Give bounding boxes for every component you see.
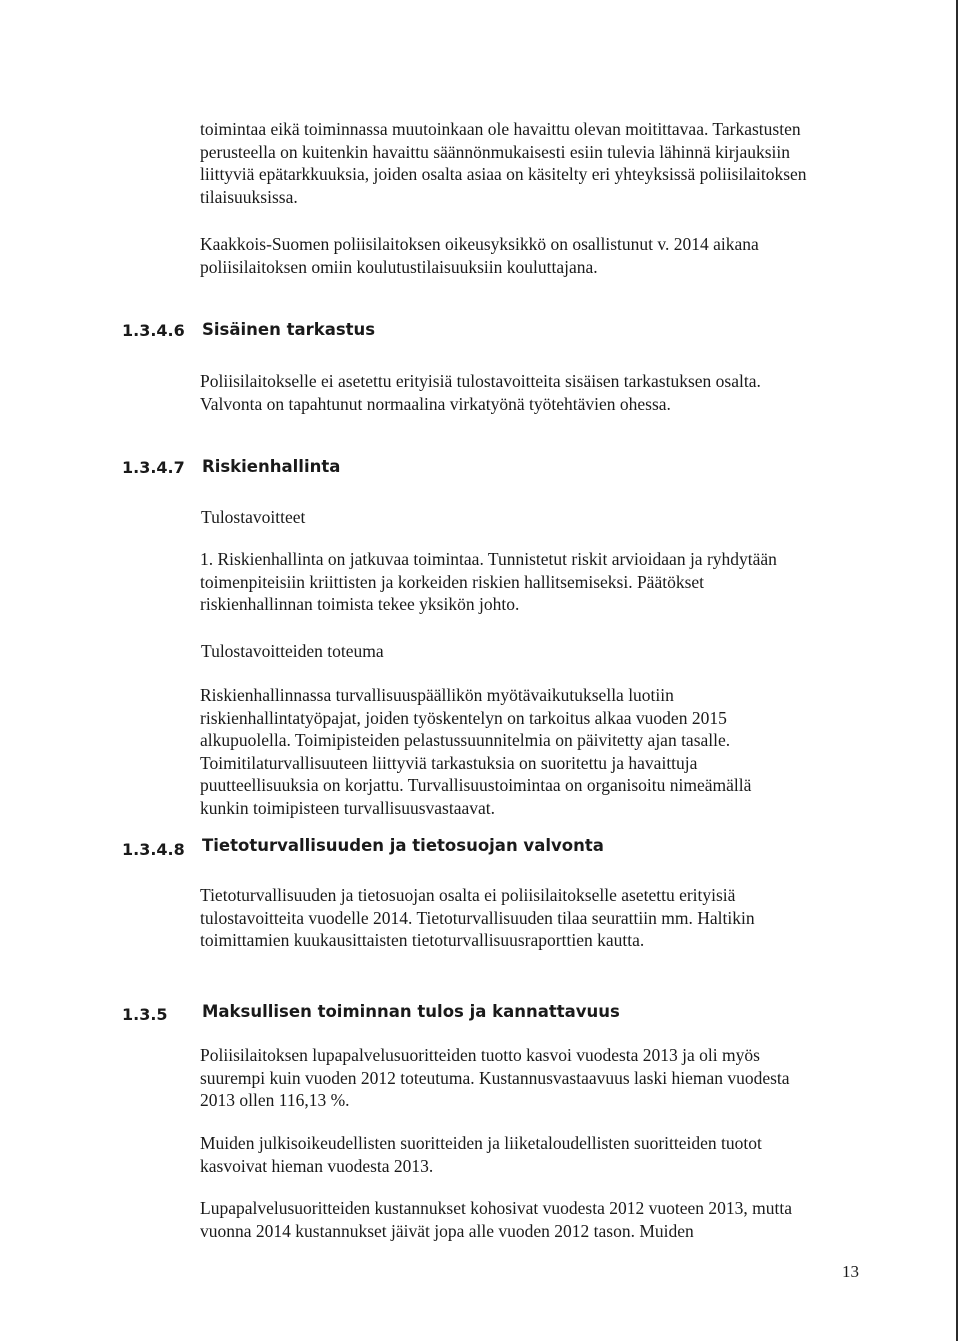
text-line: vuonna 2014 kustannukset jäivät jopa alle vuoden 2012 tason. Muiden [200,1220,694,1241]
maksullinen-paragraph-1 [200,1044,890,1112]
riskienhallinta-goals-paragraph [200,548,890,616]
text-line: riskienhallinnan toimista tekee yksikön johto. [200,594,520,614]
text-line: liittyviä epätarkkuuksia, joiden osalta asiaa on käsitelty eri yhteyksissä poliisilaitoksen [200,164,807,184]
subheading-tulostavoitteiden-toteuma: Tulostavoitteiden toteuma [201,641,384,661]
subheading-tulostavoitteet: Tulostavoitteet [201,507,306,527]
text-line: riskienhallintatyöpajat, joiden työskentelyn on tarkoitus alkaa vuoden 2015 [200,707,727,728]
riskienhallinta-results-paragraph [200,684,890,819]
page-number: 13 [842,1262,859,1281]
section-title-tietoturvallisuus: Tietoturvallisuuden ja tietosuojan valvonta [202,836,604,855]
text-line: Toimitilaturvallisuuteen liittyviä tarkastuksia on suoritettu ja havaittuja [200,752,698,773]
text-line: kasvoivat hieman vuodesta 2013. [200,1155,434,1176]
text-line: kunkin toimipisteen turvallisuusvastaavat. [200,797,496,818]
text-line: Riskienhallinnassa turvallisuuspäällikön myötävaikutuksella luotiin [200,685,674,705]
section-title-riskienhallinta: Riskienhallinta [202,457,341,476]
maksullinen-paragraph-2 [200,1132,890,1177]
kaakkois-paragraph [200,233,890,278]
text-line: 2013 ollen 116,13 %. [200,1090,350,1110]
text-line: Tietoturvallisuuden ja tietosuojan osalta ei poliisilaitokselle asetettu erityisiä [200,885,736,905]
text-line: suurempi kuin vuoden 2012 toteutuma. Kustannusvastaavuus laski hieman vuodesta [200,1067,790,1088]
scan-edge-line [956,0,958,1341]
section-number-1348: 1.3.4.8 [122,840,185,859]
text-line: alkupuolella. Toimipisteiden pelastussuunnitelmia on päivitetty ajan tasalle. [200,730,731,750]
maksullinen-paragraph-3 [200,1197,890,1242]
text-line: 1. Riskienhallinta on jatkuvaa toimintaa. Tunnistetut riskit arvioidaan ja ryhdytään [200,549,777,569]
text-line: tulostavoitteita vuodelle 2014. Tietoturvallisuuden tilaa seurattiin mm. Haltikin [200,907,755,928]
text-line: poliisilaitoksen omiin koulutustilaisuuksiin kouluttajana. [200,256,598,277]
section-number-135: 1.3.5 [122,1005,168,1024]
text-line: puutteellisuuksia on korjattu. Turvallisuustoimintaa on organisoitu nimeämällä [200,775,752,795]
text-line: Lupapalvelusuoritteiden kustannukset kohosivat vuodesta 2012 vuoteen 2013, mutta [200,1198,792,1218]
section-title-maksullinen-toiminta: Maksullisen toiminnan tulos ja kannattavuus [202,1002,620,1021]
intro-paragraph [200,118,890,208]
text-line: perusteella on kuitenkin havaittu säännönmukaisesti esiin tulevia lähinnä kirjauksiin [200,141,791,162]
text-line: Poliisilaitoksen lupapalvelusuoritteiden tuotto kasvoi vuodesta 2013 ja oli myös [200,1045,760,1065]
text-line: Valvonta on tapahtunut normaalina virkatyönä työtehtävien ohessa. [200,393,671,414]
tietoturvallisuus-paragraph [200,884,890,952]
text-line: toimittamien kuukausittaisten tietoturvallisuusraporttien kautta. [200,930,645,950]
text-line: toimintaa eikä toiminnassa muutoinkaan ole havaittu olevan moitittavaa. Tarkastusten [200,119,801,139]
text-line: toimenpiteisiin kriittisten ja korkeiden riskien hallitsemiseksi. Päätökset [200,571,705,592]
text-line: Poliisilaitokselle ei asetettu erityisiä tulostavoitteita sisäisen tarkastuksen osalta. [200,371,761,391]
section-title-sisainen-tarkastus: Sisäinen tarkastus [202,320,376,339]
text-line: Kaakkois-Suomen poliisilaitoksen oikeusyksikkö on osallistunut v. 2014 aikana [200,234,759,254]
sisainen-tarkastus-paragraph [200,370,890,415]
section-number-1347: 1.3.4.7 [122,458,185,477]
text-line: tilaisuuksissa. [200,186,298,207]
section-number-1346: 1.3.4.6 [122,321,185,340]
text-line: Muiden julkisoikeudellisten suoritteiden ja liiketaloudellisten suoritteiden tuotot [200,1133,762,1153]
